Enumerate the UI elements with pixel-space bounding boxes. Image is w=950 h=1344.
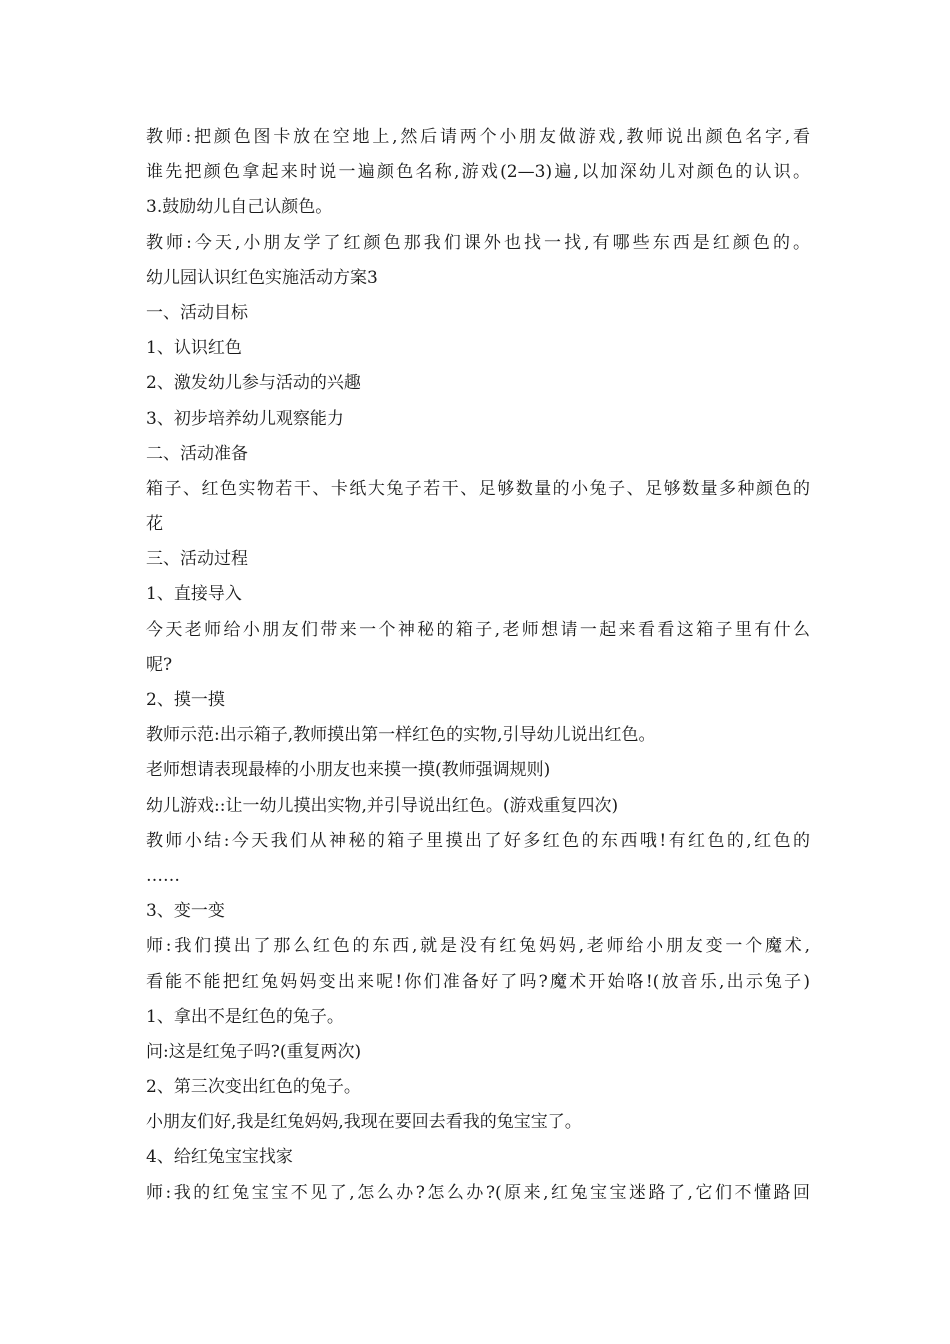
section-heading: 幼儿园认识红色实施活动方案3 bbox=[146, 267, 378, 288]
section-heading: 三、活动过程 bbox=[146, 549, 248, 570]
text-line: 师:我们摸出了那么红色的东西,就是没有红兔妈妈,老师给小朋友变一个魔术, bbox=[146, 936, 810, 957]
list-item: 3、初步培养幼儿观察能力 bbox=[146, 408, 344, 429]
text-line: 谁先把颜色拿起来时说一遍颜色名称,游戏(2—3)遍,以加深幼儿对颜色的认识。 bbox=[146, 162, 810, 183]
list-item: 4、给红兔宝宝找家 bbox=[146, 1147, 293, 1168]
text-line: 呢? bbox=[146, 654, 173, 675]
text-line: 今天老师给小朋友们带来一个神秘的箱子,老师想请一起来看看这箱子里有什么 bbox=[146, 619, 810, 640]
text-line: 小朋友们好,我是红兔妈妈,我现在要回去看我的兔宝宝了。 bbox=[146, 1112, 582, 1133]
list-item: 2、第三次变出红色的兔子。 bbox=[146, 1077, 361, 1098]
section-heading: 一、活动目标 bbox=[146, 302, 248, 323]
text-line: 教师小结:今天我们从神秘的箱子里摸出了好多红色的东西哦!有红色的,红色的 bbox=[146, 830, 810, 851]
text-line: 教师示范:出示箱子,教师摸出第一样红色的实物,引导幼儿说出红色。 bbox=[146, 725, 656, 746]
section-heading: 二、活动准备 bbox=[146, 443, 248, 464]
list-item: 2、摸一摸 bbox=[146, 690, 225, 710]
text-line: 师:我的红兔宝宝不见了,怎么办?怎么办?(原来,红兔宝宝迷路了,它们不懂路回 bbox=[146, 1182, 810, 1203]
text-line: …… bbox=[146, 865, 180, 886]
text-line: 3.鼓励幼儿自己认颜色。 bbox=[146, 197, 333, 218]
text-line: 老师想请表现最棒的小朋友也来摸一摸(教师强调规则) bbox=[146, 760, 551, 781]
text-line: 花 bbox=[146, 514, 163, 535]
text-line: 箱子、红色实物若干、卡纸大兔子若干、足够数量的小兔子、足够数量多种颜色的 bbox=[146, 478, 810, 499]
document-body bbox=[146, 120, 810, 1211]
list-item: 1、直接导入 bbox=[146, 584, 242, 605]
text-line: 幼儿游戏::让一幼儿摸出实物,并引导说出红色。(游戏重复四次) bbox=[146, 795, 619, 816]
text-line: 看能不能把红兔妈妈变出来呢!你们准备好了吗?魔术开始咯!(放音乐,出示兔子) bbox=[146, 971, 810, 992]
list-item: 1、拿出不是红色的兔子。 bbox=[146, 1006, 344, 1027]
list-item: 3、变一变 bbox=[146, 901, 225, 922]
text-line: 教师:把颜色图卡放在空地上,然后请两个小朋友做游戏,教师说出颜色名字,看 bbox=[146, 127, 810, 147]
text-line: 教师:今天,小朋友学了红颜色那我们课外也找一找,有哪些东西是红颜色的。 bbox=[146, 232, 810, 253]
list-item: 1、认识红色 bbox=[146, 338, 242, 359]
text-line: 问:这是红兔子吗?(重复两次) bbox=[146, 1041, 362, 1062]
list-item: 2、激发幼儿参与活动的兴趣 bbox=[146, 373, 361, 394]
